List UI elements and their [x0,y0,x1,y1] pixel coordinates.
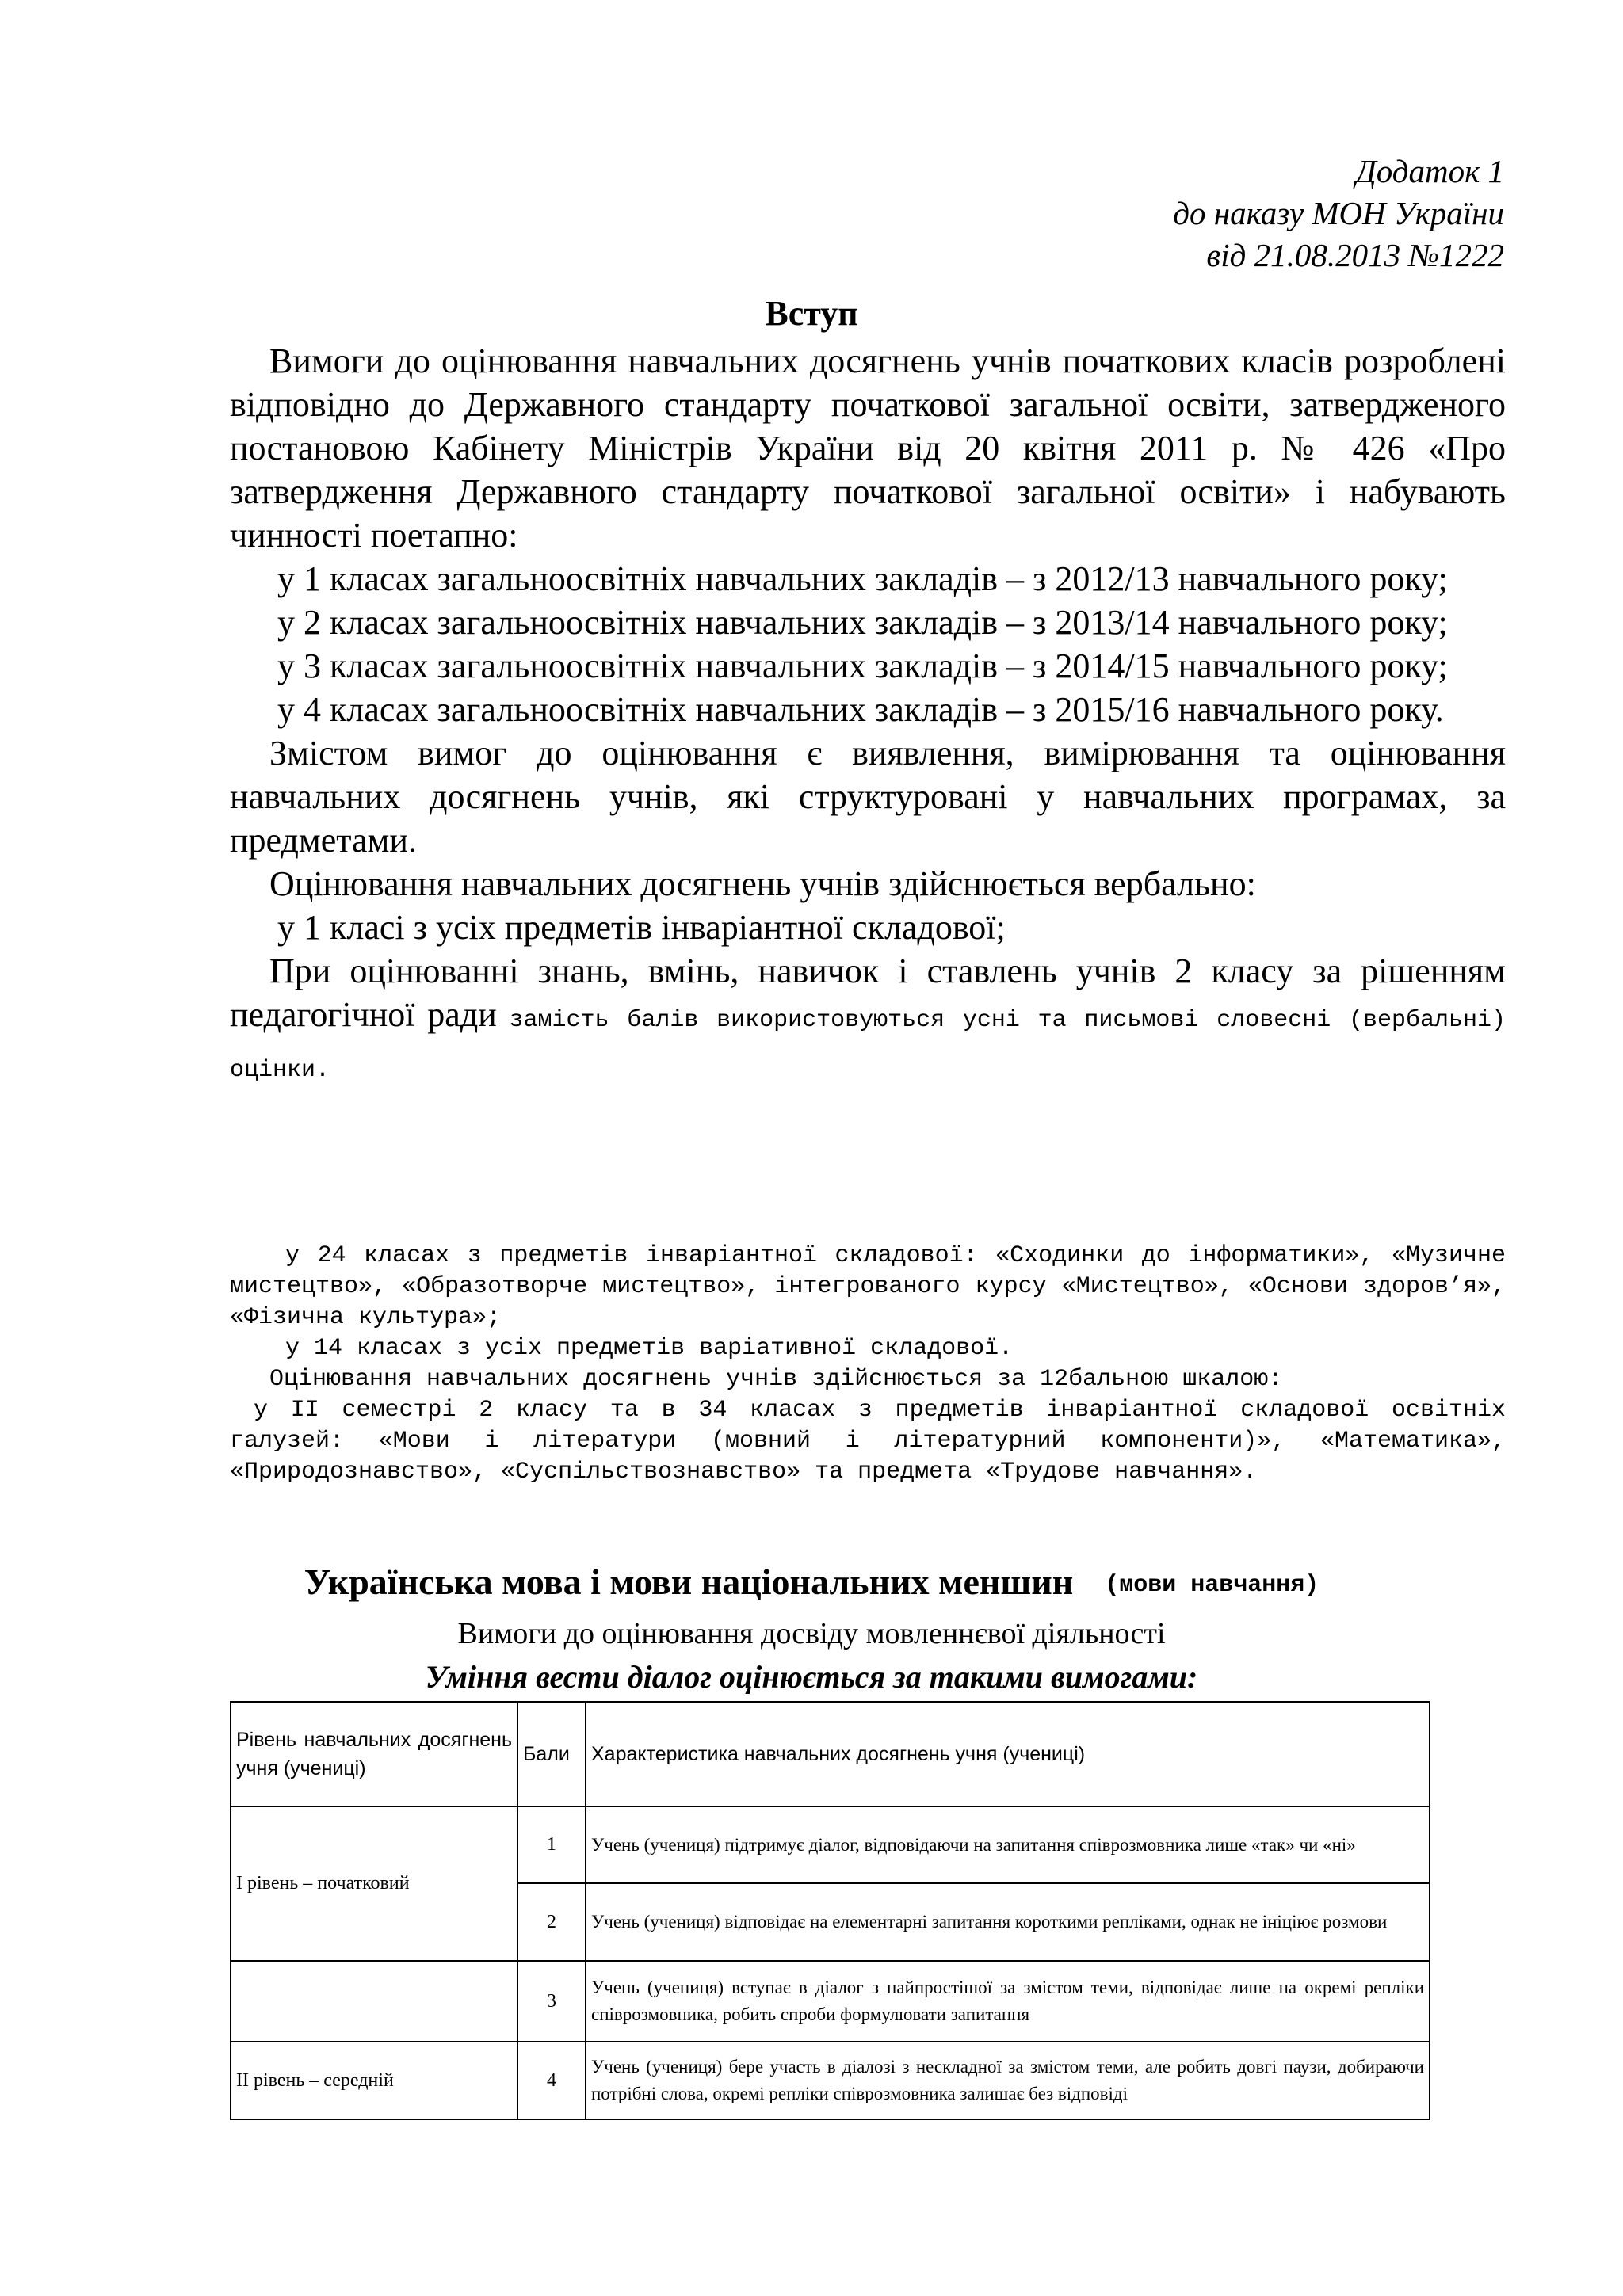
mono-paragraph-2: у 14 класах з усіх предметів варіативної складової. [285,1335,1014,1362]
table-cell-description: Учень (учениця) бере участь в діалозі з нескладної за змістом теми, але робить довгі паузи, добираючи потрібні слова, окремі репліки співрозмовника залишає без відповіді [586,2042,1430,2119]
intro-paragraph-2: Змістом вимог до оцінювання є виявлення, вимірювання та оцінювання навчальних досягнень учнів, які структуровані у навчальних програмах, за предметами. [230,734,1506,860]
table-cell-description: Учень (учениця) підтримує діалог, відповідаючи на запитання співрозмовника лише «так» чи «ні» [586,1806,1430,1883]
table-header-row [231,1702,1430,1806]
mono-paragraph-3: Оцінювання навчальних досягнень учнів здійснюється за 12бальною шкалою: [269,1366,1283,1393]
annex-line-1: Додаток 1 [1355,153,1504,189]
stage-item-3: у 3 класах загальноосвітніх навчальних закладів – з 2014/15 навчального року; [277,646,1448,685]
table-cell-level [231,1961,517,2042]
assessment-table [230,1701,1430,2120]
section-subtitle-2: Уміння вести діалог оцінюється за такими вимогами: [425,1659,1198,1695]
annex-line-3: від 21.08.2013 №1222 [1206,237,1504,273]
intro-paragraph-1: Вимоги до оцінювання навчальних досягнень учнів початкових класів розроблені відповідно до Державного стандарту початкової загальної освіти, затвердженого постановою Кабінету Міністрів України від 20 квітня 2011 р. № 426 «Про затвердження Державного стандарту початкової загальної освіти» і набувають чинності поетапно: [230,341,1506,555]
intro-paragraph-5-mono: замість балів використовуються усні та письмові словесні (вербальні) оцінки. [230,1007,1507,1084]
section-subtitle: Вимоги до оцінювання досвіду мовленнєвої діяльності [457,1617,1166,1650]
table-row [231,1806,1430,1883]
mono-paragraph-1: у 24 класах з предметів інваріантної складової: «Сходинки до інформатики», «Музичне мистецтво», «Образотворче мистецтво», інтегрованого курсу «Мистецтво», «Основи здоров’я», «Фізична культура»; [230,1242,1506,1331]
table-cell-description: Учень (учениця) вступає в діалог з найпростішої за змістом теми, відповідає лише на окремі репліки співрозмовника, робить спроби формулювати запитання [586,1961,1430,2042]
section-title [0,1561,1623,1603]
mono-section [230,1241,1506,1488]
intro-paragraph-5 [230,949,1506,1093]
table-row [231,1961,1430,2042]
intro-paragraph-3: Оцінювання навчальних досягнень учнів здійснюється вербально: [269,864,1256,903]
header-score: Бали [517,1702,586,1806]
table-cell-level: І рівень – початковий [231,1806,517,1961]
section-title-note: (мови навчання) [1105,1572,1319,1599]
stage-item-2: у 2 класах загальноосвітніх навчальних закладів – з 2013/14 навчального року; [277,603,1448,642]
section-title-main: Українська мова і мови національних меншин [304,1562,1074,1602]
table-cell-level: ІІ рівень – середній [231,2042,517,2119]
page-title: Вступ [765,294,858,333]
table-cell-score: 2 [517,1883,586,1961]
table-cell-score: 4 [517,2042,586,2119]
header-description: Характеристика навчальних досягнень учня (учениці) [586,1702,1430,1806]
annex-block [1173,151,1504,277]
intro-section [230,339,1506,1093]
stage-item-4: у 4 класах загальноосвітніх навчальних закладів – з 2015/16 навчального року. [277,690,1444,729]
mono-paragraph-4: у ІІ семестрі 2 класу та в 34 класах з предметів інваріантної складової освітніх галузей: «Мови і літератури (мовний і літературний компоненти)», «Математика», «Природознавство», «Суспільствознавство» та предмета «Трудове навчання». [230,1397,1506,1486]
annex-line-2: до наказу МОН України [1173,195,1504,231]
table-cell-score: 1 [517,1806,586,1883]
table-cell-score: 3 [517,1961,586,2042]
table-cell-description: Учень (учениця) відповідає на елементарні запитання короткими репліками, однак не ініціює розмови [586,1883,1430,1961]
table-row [231,2042,1430,2119]
intro-paragraph-5-serif: При оцінюванні знань, вмінь, навичок і ставлень учнів 2 класу за рішенням педагогічної ради [230,952,1506,1034]
stage-item-1: у 1 класах загальноосвітніх навчальних закладів – з 2012/13 навчального року; [277,559,1448,598]
header-level: Рівень навчальних досягнень учня (учениці) [231,1702,517,1806]
intro-paragraph-4: у 1 класі з усіх предметів інваріантної складової; [277,908,1006,947]
